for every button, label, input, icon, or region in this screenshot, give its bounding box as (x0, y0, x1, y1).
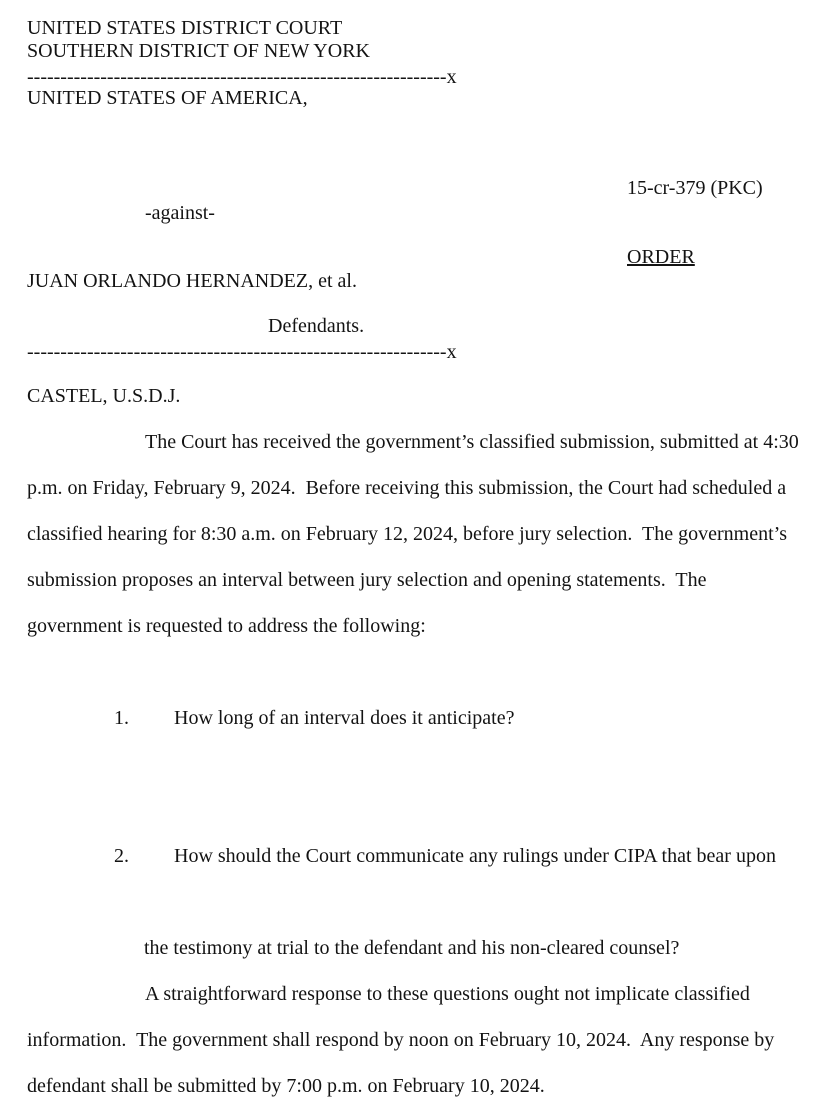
judge-signature-line: CASTEL, U.S.D.J. (27, 385, 181, 407)
list-item-1 (27, 649, 817, 787)
district-name-line: SOUTHERN DISTRICT OF NEW YORK (27, 40, 370, 62)
list-item-2-continuation: the testimony at trial to the defendant and his non-cleared counsel? (144, 937, 680, 959)
caption-separator-top: ---------------------------------------------------------------x (27, 66, 457, 88)
list-item-2-text: How should the Court communicate any rulings under CIPA that bear upon (174, 845, 776, 867)
paragraph1-line: submission proposes an interval between jury selection and opening statements. The (27, 569, 707, 591)
list-item-2-number: 2. (114, 845, 129, 867)
defendant-name: JUAN ORLANDO HERNANDEZ, et al. (27, 270, 357, 292)
caption-separator-bottom: ---------------------------------------------------------------x (27, 341, 457, 363)
list-item-1-text: How long of an interval does it anticipate? (174, 707, 515, 729)
paragraph1-line: p.m. on Friday, February 9, 2024. Before receiving this submission, the Court had scheduled a (27, 477, 787, 499)
order-body (27, 419, 817, 1109)
plaintiff-name: UNITED STATES OF AMERICA, (27, 87, 308, 109)
list-item-1-number: 1. (114, 707, 129, 729)
paragraph2-line: defendant shall be submitted by 7:00 p.m. on February 10, 2024. (27, 1075, 545, 1097)
list-item-2 (27, 787, 817, 925)
defendants-label: Defendants. (268, 315, 365, 337)
case-number: 15-cr-379 (PKC) (627, 177, 763, 199)
court-name-line: UNITED STATES DISTRICT COURT (27, 17, 343, 39)
paragraph1-line: government is requested to address the following: (27, 615, 426, 637)
against-label: -against- (145, 202, 215, 224)
paragraph1-line: classified hearing for 8:30 a.m. on February 12, 2024, before jury selection. The government’s (27, 523, 787, 545)
paragraph1-line: The Court has received the government’s classified submission, submitted at 4:30 (145, 431, 799, 453)
order-title: ORDER (627, 246, 695, 268)
paragraph2-line: A straightforward response to these questions ought not implicate classified (145, 983, 750, 1005)
paragraph2-line: information. The government shall respond by noon on February 10, 2024. Any response by (27, 1029, 775, 1051)
